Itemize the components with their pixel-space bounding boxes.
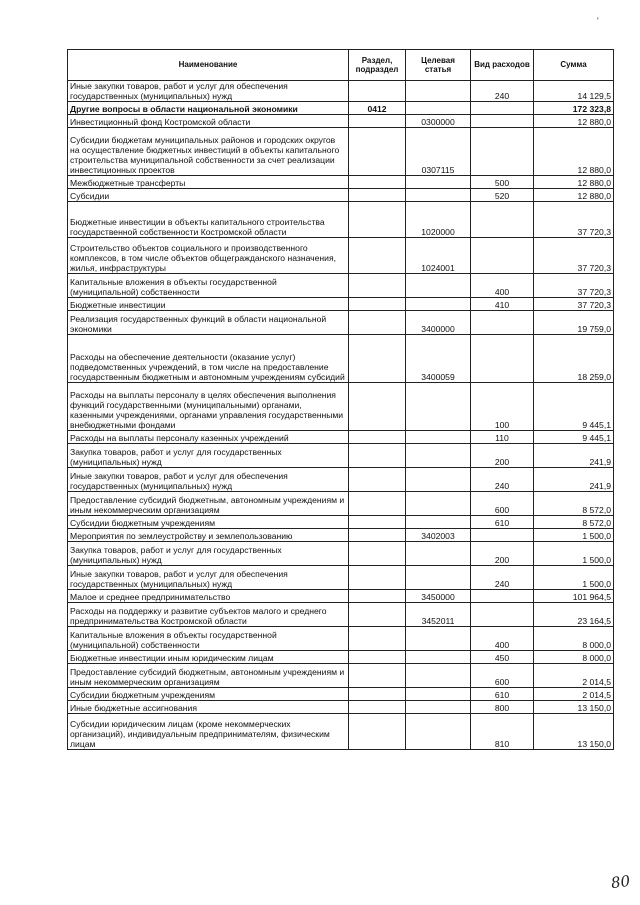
cell-name: Бюджетные инвестиции: [68, 298, 349, 311]
cell-name: Инвестиционный фонд Костромской области: [68, 115, 349, 128]
table-row: [68, 238, 614, 274]
cell-name: Расходы на обеспечение деятельности (оказание услуг) подведомственных учреждений, в том числе на предоставление государственным бюджетным и автономным учреждениям субсидий: [68, 335, 349, 383]
cell-expense-type: 610: [471, 688, 534, 701]
cell-name: Расходы на выплаты персоналу казенных учреждений: [68, 431, 349, 444]
cell-article: [406, 468, 471, 492]
cell-section: 0412: [349, 102, 406, 115]
table-row: [68, 492, 614, 516]
cell-sum: 1 500,0: [534, 529, 614, 542]
cell-sum: 12 880,0: [534, 176, 614, 189]
table-row: [68, 688, 614, 701]
cell-expense-type: 240: [471, 81, 534, 102]
cell-sum: 12 880,0: [534, 189, 614, 202]
cell-expense-type: 240: [471, 468, 534, 492]
cell-section: [349, 81, 406, 102]
cell-section: [349, 115, 406, 128]
cell-article: [406, 651, 471, 664]
table-row: [68, 701, 614, 714]
cell-name: Расходы на выплаты персоналу в целях обеспечения выполнения функций государственными (муниципальными) органами, казенными учреждениями, органами управления государственными внебюджетными фондами: [68, 383, 349, 431]
cell-article: [406, 383, 471, 431]
cell-sum: 241,9: [534, 444, 614, 468]
cell-sum: 8 000,0: [534, 627, 614, 651]
table-row: [68, 176, 614, 189]
cell-sum: 18 259,0: [534, 335, 614, 383]
cell-expense-type: 400: [471, 627, 534, 651]
cell-name: Закупка товаров, работ и услуг для государственных (муниципальных) нужд: [68, 444, 349, 468]
cell-expense-type: 410: [471, 298, 534, 311]
cell-sum: 1 500,0: [534, 566, 614, 590]
table-row: [68, 529, 614, 542]
cell-article: [406, 274, 471, 298]
cell-section: [349, 701, 406, 714]
cell-section: [349, 128, 406, 176]
cell-name: Капитальные вложения в объекты государственной (муниципальной) собственности: [68, 274, 349, 298]
cell-section: [349, 714, 406, 750]
cell-name: Межбюджетные трансферты: [68, 176, 349, 189]
cell-name: Бюджетные инвестиции иным юридическим лицам: [68, 651, 349, 664]
cell-name: Иные бюджетные ассигнования: [68, 701, 349, 714]
cell-expense-type: [471, 115, 534, 128]
table-row: [68, 431, 614, 444]
cell-article: [406, 688, 471, 701]
header-article: Целевая статья: [406, 50, 471, 81]
table-row: [68, 298, 614, 311]
cell-section: [349, 627, 406, 651]
cell-article: 3402003: [406, 529, 471, 542]
cell-sum: 8 572,0: [534, 492, 614, 516]
table-row: [68, 468, 614, 492]
cell-name: Предоставление субсидий бюджетным, автономным учреждениям и иным некоммерческим организациям: [68, 664, 349, 688]
cell-expense-type: 240: [471, 566, 534, 590]
cell-sum: 19 759,0: [534, 311, 614, 335]
cell-name: Иные закупки товаров, работ и услуг для обеспечения государственных (муниципальных) нужд: [68, 81, 349, 102]
cell-sum: 1 500,0: [534, 542, 614, 566]
cell-section: [349, 311, 406, 335]
cell-name: Капитальные вложения в объекты государственной (муниципальной) собственности: [68, 627, 349, 651]
cell-article: [406, 81, 471, 102]
table-row: [68, 115, 614, 128]
cell-section: [349, 238, 406, 274]
cell-name: Бюджетные инвестиции в объекты капитального строительства государственной собственности Костромской области: [68, 202, 349, 238]
table-row: [68, 274, 614, 298]
cell-sum: 241,9: [534, 468, 614, 492]
cell-sum: 12 880,0: [534, 128, 614, 176]
table-row: [68, 202, 614, 238]
page-number: 80: [609, 871, 632, 893]
cell-article: [406, 516, 471, 529]
table-row: [68, 335, 614, 383]
budget-table: [67, 49, 614, 750]
cell-section: [349, 566, 406, 590]
cell-name: Субсидии: [68, 189, 349, 202]
cell-sum: 172 323,8: [534, 102, 614, 115]
cell-section: [349, 383, 406, 431]
cell-section: [349, 529, 406, 542]
cell-article: [406, 492, 471, 516]
cell-article: [406, 664, 471, 688]
cell-sum: 2 014,5: [534, 664, 614, 688]
cell-name: Малое и среднее предпринимательство: [68, 590, 349, 603]
cell-article: [406, 189, 471, 202]
table-row: [68, 542, 614, 566]
cell-expense-type: [471, 102, 534, 115]
cell-name: Иные закупки товаров, работ и услуг для обеспечения государственных (муниципальных) нужд: [68, 468, 349, 492]
cell-article: 0300000: [406, 115, 471, 128]
cell-expense-type: 110: [471, 431, 534, 444]
cell-expense-type: 500: [471, 176, 534, 189]
cell-sum: 37 720,3: [534, 238, 614, 274]
cell-article: 3400000: [406, 311, 471, 335]
cell-name: Закупка товаров, работ и услуг для государственных (муниципальных) нужд: [68, 542, 349, 566]
cell-section: [349, 335, 406, 383]
cell-name: Иные закупки товаров, работ и услуг для обеспечения государственных (муниципальных) нужд: [68, 566, 349, 590]
cell-expense-type: 600: [471, 664, 534, 688]
cell-article: [406, 542, 471, 566]
cell-section: [349, 176, 406, 189]
cell-sum: 12 880,0: [534, 115, 614, 128]
cell-section: [349, 298, 406, 311]
cell-expense-type: 200: [471, 444, 534, 468]
cell-name: Субсидии бюджетам муниципальных районов и городских округов на осуществление бюджетных инвестиций в объекты капитального строительства муниципальной собственности за счет реализации инвестиционных проектов: [68, 128, 349, 176]
cell-article: 1024001: [406, 238, 471, 274]
table-row: [68, 603, 614, 627]
corner-mark: ': [597, 16, 599, 26]
cell-section: [349, 189, 406, 202]
header-expense-type: Вид расходов: [471, 50, 534, 81]
cell-sum: 8 572,0: [534, 516, 614, 529]
cell-name: Субсидии бюджетным учреждениям: [68, 688, 349, 701]
cell-sum: 37 720,3: [534, 298, 614, 311]
cell-expense-type: 400: [471, 274, 534, 298]
table-row: [68, 128, 614, 176]
table-row: [68, 311, 614, 335]
cell-section: [349, 274, 406, 298]
cell-expense-type: 610: [471, 516, 534, 529]
cell-article: [406, 176, 471, 189]
cell-sum: 37 720,3: [534, 274, 614, 298]
cell-section: [349, 664, 406, 688]
cell-name: Мероприятия по землеустройству и землепользованию: [68, 529, 349, 542]
cell-expense-type: [471, 603, 534, 627]
table-row: [68, 664, 614, 688]
header-name: Наименование: [68, 50, 349, 81]
cell-section: [349, 688, 406, 701]
cell-sum: 37 720,3: [534, 202, 614, 238]
table-row: [68, 383, 614, 431]
cell-article: [406, 102, 471, 115]
cell-article: [406, 701, 471, 714]
cell-expense-type: 450: [471, 651, 534, 664]
cell-section: [349, 651, 406, 664]
cell-section: [349, 444, 406, 468]
cell-article: 1020000: [406, 202, 471, 238]
cell-section: [349, 516, 406, 529]
table-row: [68, 444, 614, 468]
cell-article: 3452011: [406, 603, 471, 627]
table-row: [68, 516, 614, 529]
cell-expense-type: [471, 529, 534, 542]
cell-sum: 8 000,0: [534, 651, 614, 664]
table-row: [68, 627, 614, 651]
cell-name: Субсидии юридическим лицам (кроме некоммерческих организаций), индивидуальным предпринимателям, физическим лицам: [68, 714, 349, 750]
cell-expense-type: [471, 128, 534, 176]
cell-sum: 14 129,5: [534, 81, 614, 102]
cell-name: Строительство объектов социального и производственного комплексов, в том числе объектов общегражданского назначения, жилья, инфраструктуры: [68, 238, 349, 274]
table-row: [68, 189, 614, 202]
cell-expense-type: [471, 311, 534, 335]
cell-name: Реализация государственных функций в области национальной экономики: [68, 311, 349, 335]
cell-article: [406, 298, 471, 311]
table-row: [68, 714, 614, 750]
cell-article: 3400059: [406, 335, 471, 383]
cell-section: [349, 492, 406, 516]
cell-section: [349, 590, 406, 603]
cell-sum: 13 150,0: [534, 701, 614, 714]
cell-expense-type: [471, 590, 534, 603]
cell-section: [349, 468, 406, 492]
cell-name: Другие вопросы в области национальной экономики: [68, 102, 349, 115]
cell-sum: 23 164,5: [534, 603, 614, 627]
table-header-row: [68, 50, 614, 81]
cell-article: 3450000: [406, 590, 471, 603]
cell-section: [349, 542, 406, 566]
cell-expense-type: 600: [471, 492, 534, 516]
cell-name: Предоставление субсидий бюджетным, автономным учреждениям и иным некоммерческим организациям: [68, 492, 349, 516]
cell-expense-type: 520: [471, 189, 534, 202]
table-row: [68, 590, 614, 603]
cell-article: [406, 627, 471, 651]
table-row: [68, 651, 614, 664]
table-body: [68, 81, 614, 750]
cell-expense-type: 810: [471, 714, 534, 750]
cell-article: [406, 444, 471, 468]
table-row: [68, 566, 614, 590]
cell-article: [406, 714, 471, 750]
cell-section: [349, 202, 406, 238]
cell-sum: 9 445,1: [534, 383, 614, 431]
cell-expense-type: 100: [471, 383, 534, 431]
cell-name: Расходы на поддержку и развитие субъектов малого и среднего предпринимательства Костромской области: [68, 603, 349, 627]
table-row: [68, 81, 614, 102]
cell-expense-type: [471, 202, 534, 238]
cell-expense-type: [471, 238, 534, 274]
cell-sum: 2 014,5: [534, 688, 614, 701]
cell-sum: 13 150,0: [534, 714, 614, 750]
cell-article: [406, 431, 471, 444]
cell-name: Субсидии бюджетным учреждениям: [68, 516, 349, 529]
cell-section: [349, 431, 406, 444]
cell-article: [406, 566, 471, 590]
table-row: [68, 102, 614, 115]
cell-expense-type: [471, 335, 534, 383]
cell-section: [349, 603, 406, 627]
cell-expense-type: 200: [471, 542, 534, 566]
cell-sum: 101 964,5: [534, 590, 614, 603]
cell-article: 0307115: [406, 128, 471, 176]
header-section: Раздел, подраздел: [349, 50, 406, 81]
cell-expense-type: 800: [471, 701, 534, 714]
cell-sum: 9 445,1: [534, 431, 614, 444]
header-sum: Сумма: [534, 50, 614, 81]
